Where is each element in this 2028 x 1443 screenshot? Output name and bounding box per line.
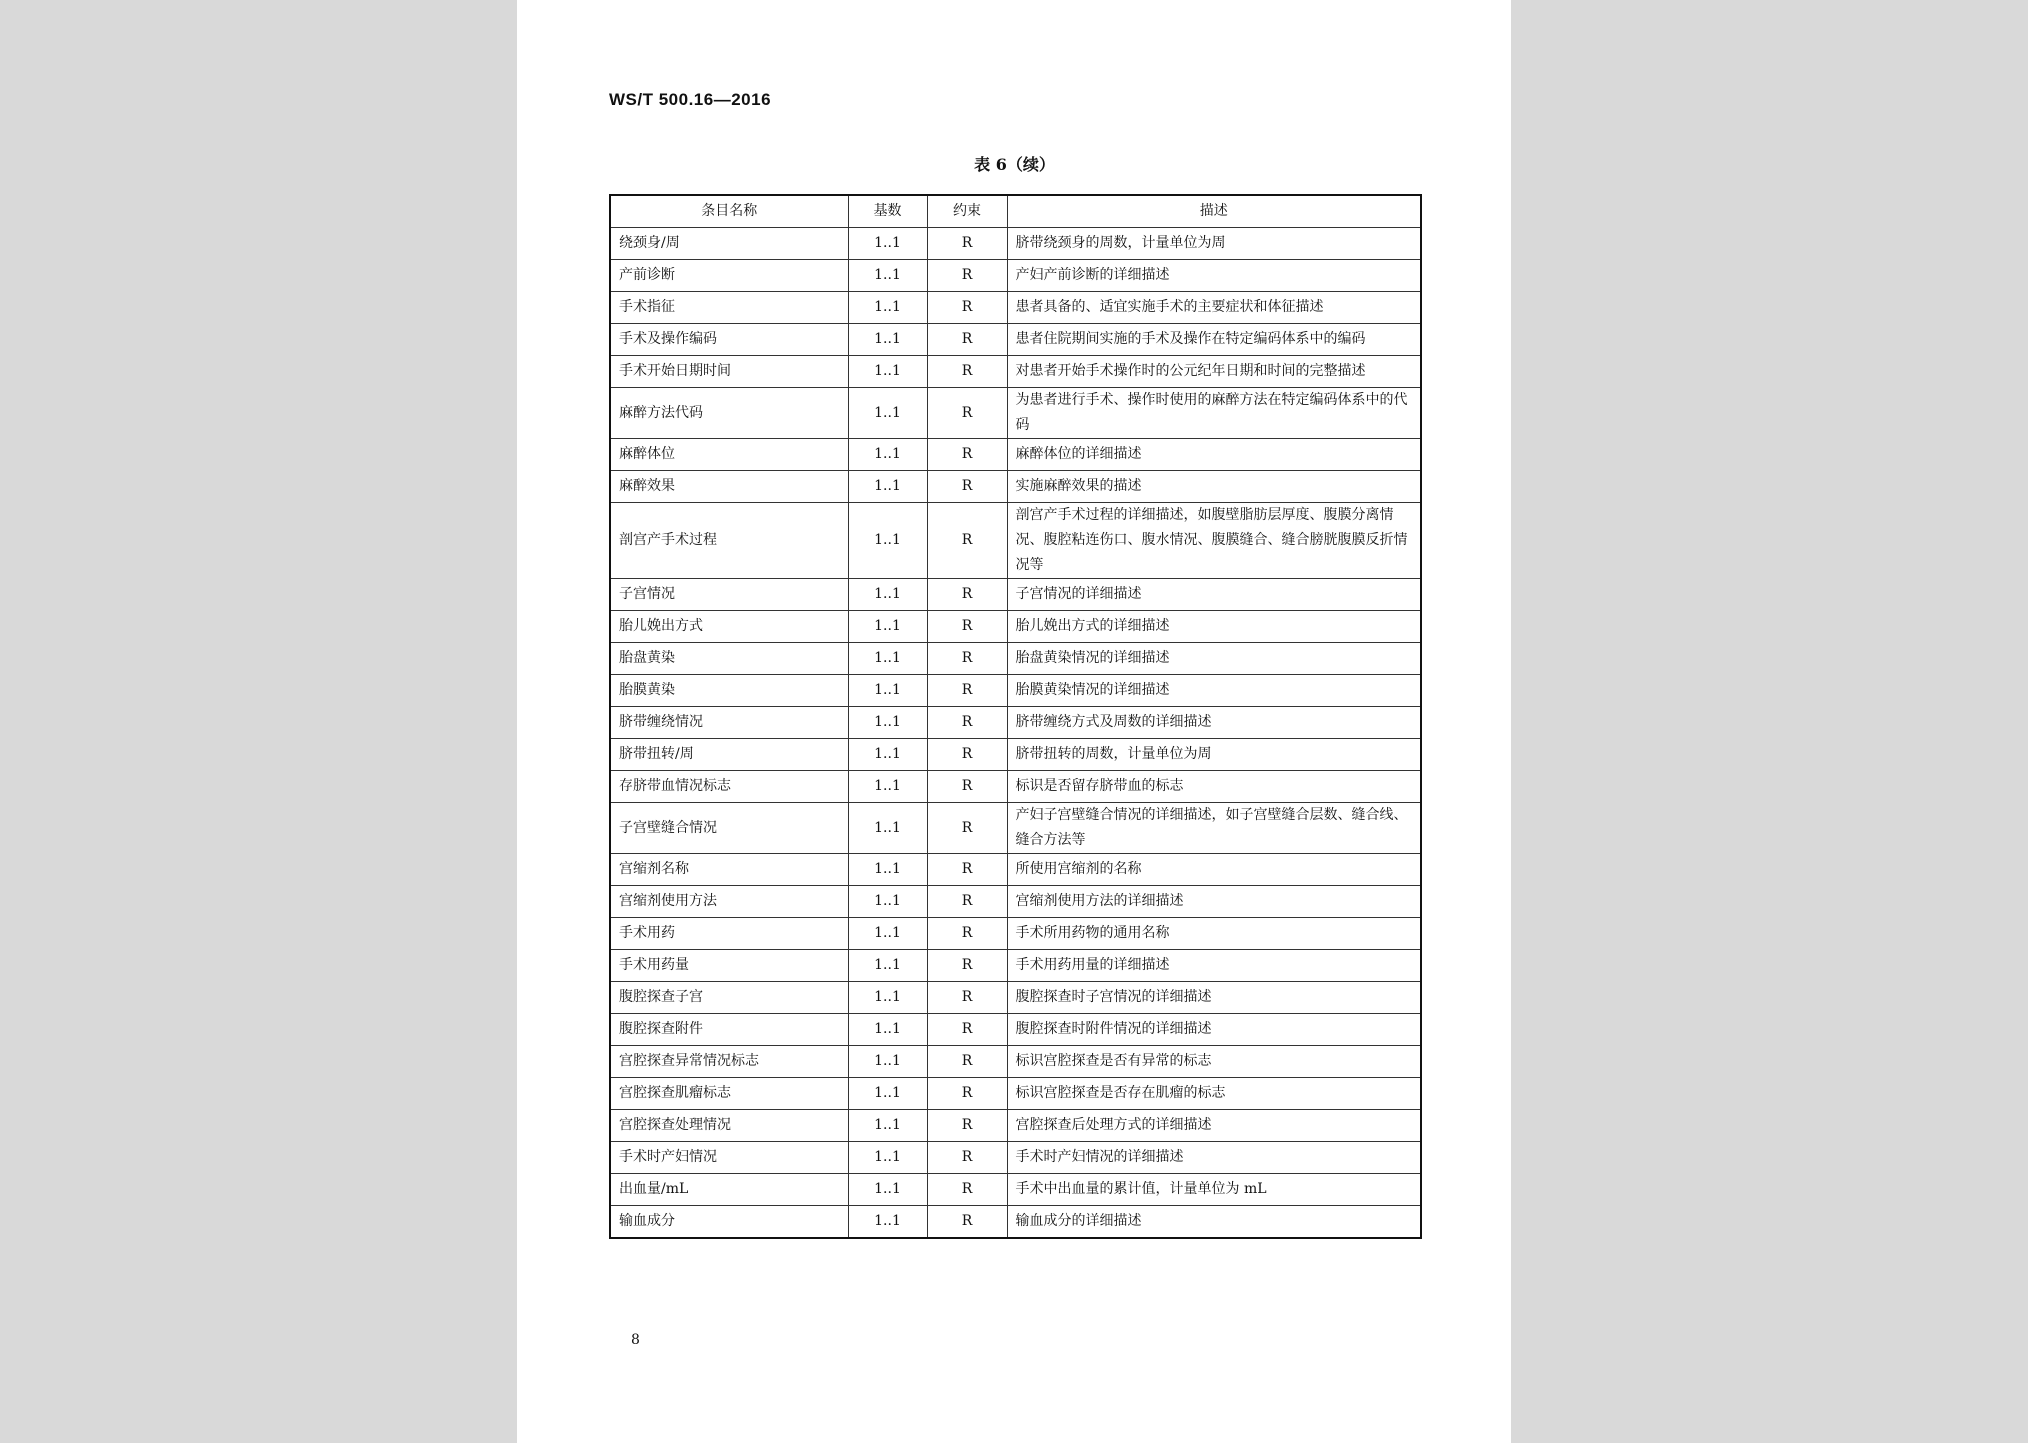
cell-cardinality: 1..1 (848, 675, 927, 707)
cell-description: 输血成分的详细描述 (1007, 1206, 1421, 1239)
cell-description: 对患者开始手术操作时的公元纪年日期和时间的完整描述 (1007, 356, 1421, 388)
cell-name: 胎儿娩出方式 (610, 611, 848, 643)
cell-description: 手术用药用量的详细描述 (1007, 950, 1421, 982)
cell-cardinality: 1..1 (848, 950, 927, 982)
document-page (517, 0, 1511, 1443)
cell-name: 宫腔探查处理情况 (610, 1110, 848, 1142)
cell-name: 出血量/mL (610, 1174, 848, 1206)
cell-cardinality: 1..1 (848, 260, 927, 292)
table-row (610, 1110, 1421, 1142)
cell-constraint: R (927, 1046, 1007, 1078)
cell-cardinality: 1..1 (848, 388, 927, 439)
column-header-cardinality: 基数 (848, 195, 927, 228)
cell-name: 宫腔探查异常情况标志 (610, 1046, 848, 1078)
cell-cardinality: 1..1 (848, 886, 927, 918)
cell-name: 子宫壁缝合情况 (610, 803, 848, 854)
table-row (610, 324, 1421, 356)
cell-description: 腹腔探查时子宫情况的详细描述 (1007, 982, 1421, 1014)
column-header-constraint: 约束 (927, 195, 1007, 228)
table-row (610, 292, 1421, 324)
table-row (610, 707, 1421, 739)
table-row (610, 579, 1421, 611)
cell-cardinality: 1..1 (848, 579, 927, 611)
page-number: 8 (631, 1332, 640, 1348)
cell-name: 输血成分 (610, 1206, 848, 1239)
cell-name: 手术时产妇情况 (610, 1142, 848, 1174)
cell-constraint: R (927, 854, 1007, 886)
cell-cardinality: 1..1 (848, 643, 927, 675)
cell-constraint: R (927, 292, 1007, 324)
table-caption: 表 6（续） (974, 155, 1055, 174)
cell-description: 胎儿娩出方式的详细描述 (1007, 611, 1421, 643)
table-row (610, 1046, 1421, 1078)
cell-name: 手术指征 (610, 292, 848, 324)
cell-description: 产妇产前诊断的详细描述 (1007, 260, 1421, 292)
table-row (610, 356, 1421, 388)
cell-description: 宫腔探查后处理方式的详细描述 (1007, 1110, 1421, 1142)
column-header-name: 条目名称 (610, 195, 848, 228)
cell-constraint: R (927, 886, 1007, 918)
cell-description: 腹腔探查时附件情况的详细描述 (1007, 1014, 1421, 1046)
cell-description: 剖宫产手术过程的详细描述，如腹壁脂肪层厚度、腹膜分离情况、腹腔粘连伤口、腹水情况、腹膜缝合、缝合膀胱腹膜反折情况等 (1007, 503, 1421, 579)
cell-name: 剖宫产手术过程 (610, 503, 848, 579)
cell-constraint: R (927, 611, 1007, 643)
table-row (610, 886, 1421, 918)
cell-cardinality: 1..1 (848, 1078, 927, 1110)
table-row (610, 739, 1421, 771)
cell-name: 腹腔探查子宫 (610, 982, 848, 1014)
cell-cardinality: 1..1 (848, 1174, 927, 1206)
table-row (610, 771, 1421, 803)
cell-cardinality: 1..1 (848, 324, 927, 356)
cell-cardinality: 1..1 (848, 1142, 927, 1174)
cell-constraint: R (927, 1014, 1007, 1046)
cell-description: 标识宫腔探查是否有异常的标志 (1007, 1046, 1421, 1078)
cell-name: 麻醉体位 (610, 439, 848, 471)
cell-name: 手术用药 (610, 918, 848, 950)
cell-description: 宫缩剂使用方法的详细描述 (1007, 886, 1421, 918)
cell-constraint: R (927, 1206, 1007, 1239)
cell-description: 胎盘黄染情况的详细描述 (1007, 643, 1421, 675)
cell-constraint: R (927, 579, 1007, 611)
table-row (610, 228, 1421, 260)
cell-name: 胎盘黄染 (610, 643, 848, 675)
table-row (610, 1206, 1421, 1239)
table-row (610, 471, 1421, 503)
cell-description: 麻醉体位的详细描述 (1007, 439, 1421, 471)
cell-description: 所使用宫缩剂的名称 (1007, 854, 1421, 886)
cell-constraint: R (927, 1174, 1007, 1206)
table-header-row (610, 195, 1421, 228)
cell-constraint: R (927, 1110, 1007, 1142)
column-header-description: 描述 (1007, 195, 1421, 228)
table-row (610, 918, 1421, 950)
cell-cardinality: 1..1 (848, 292, 927, 324)
document-code: WS/T 500.16—2016 (609, 90, 772, 109)
table-row (610, 611, 1421, 643)
cell-cardinality: 1..1 (848, 739, 927, 771)
cell-cardinality: 1..1 (848, 854, 927, 886)
cell-cardinality: 1..1 (848, 471, 927, 503)
cell-description: 标识是否留存脐带血的标志 (1007, 771, 1421, 803)
cell-description: 手术时产妇情况的详细描述 (1007, 1142, 1421, 1174)
cell-constraint: R (927, 324, 1007, 356)
cell-name: 腹腔探查附件 (610, 1014, 848, 1046)
cell-name: 胎膜黄染 (610, 675, 848, 707)
cell-description: 脐带缠绕方式及周数的详细描述 (1007, 707, 1421, 739)
cell-name: 绕颈身/周 (610, 228, 848, 260)
cell-name: 麻醉方法代码 (610, 388, 848, 439)
cell-cardinality: 1..1 (848, 1046, 927, 1078)
table-row (610, 675, 1421, 707)
cell-description: 胎膜黄染情况的详细描述 (1007, 675, 1421, 707)
cell-cardinality: 1..1 (848, 1014, 927, 1046)
cell-name: 存脐带血情况标志 (610, 771, 848, 803)
table-row (610, 854, 1421, 886)
cell-name: 产前诊断 (610, 260, 848, 292)
cell-constraint: R (927, 739, 1007, 771)
cell-name: 脐带扭转/周 (610, 739, 848, 771)
cell-description: 手术所用药物的通用名称 (1007, 918, 1421, 950)
table-row (610, 803, 1421, 854)
cell-name: 宫缩剂名称 (610, 854, 848, 886)
cell-description: 实施麻醉效果的描述 (1007, 471, 1421, 503)
cell-constraint: R (927, 503, 1007, 579)
cell-constraint: R (927, 388, 1007, 439)
cell-constraint: R (927, 771, 1007, 803)
cell-cardinality: 1..1 (848, 503, 927, 579)
cell-constraint: R (927, 643, 1007, 675)
data-element-table (609, 194, 1422, 1239)
cell-cardinality: 1..1 (848, 356, 927, 388)
data-table-container (609, 194, 1420, 1239)
cell-constraint: R (927, 918, 1007, 950)
cell-name: 宫腔探查肌瘤标志 (610, 1078, 848, 1110)
table-row (610, 1142, 1421, 1174)
cell-name: 手术及操作编码 (610, 324, 848, 356)
cell-description: 产妇子宫壁缝合情况的详细描述，如子宫壁缝合层数、缝合线、缝合方法等 (1007, 803, 1421, 854)
cell-constraint: R (927, 356, 1007, 388)
cell-cardinality: 1..1 (848, 771, 927, 803)
cell-description: 脐带扭转的周数，计量单位为周 (1007, 739, 1421, 771)
table-row (610, 1174, 1421, 1206)
cell-constraint: R (927, 950, 1007, 982)
cell-cardinality: 1..1 (848, 439, 927, 471)
cell-cardinality: 1..1 (848, 707, 927, 739)
cell-cardinality: 1..1 (848, 1110, 927, 1142)
cell-constraint: R (927, 1142, 1007, 1174)
cell-description: 手术中出血量的累计值，计量单位为 mL (1007, 1174, 1421, 1206)
table-row (610, 439, 1421, 471)
cell-name: 麻醉效果 (610, 471, 848, 503)
cell-constraint: R (927, 471, 1007, 503)
cell-constraint: R (927, 1078, 1007, 1110)
cell-constraint: R (927, 982, 1007, 1014)
cell-constraint: R (927, 260, 1007, 292)
table-row (610, 388, 1421, 439)
table-row (610, 982, 1421, 1014)
cell-cardinality: 1..1 (848, 803, 927, 854)
table-row (610, 260, 1421, 292)
cell-name: 手术用药量 (610, 950, 848, 982)
cell-cardinality: 1..1 (848, 982, 927, 1014)
table-row (610, 950, 1421, 982)
cell-name: 宫缩剂使用方法 (610, 886, 848, 918)
cell-cardinality: 1..1 (848, 228, 927, 260)
cell-constraint: R (927, 707, 1007, 739)
cell-name: 脐带缠绕情况 (610, 707, 848, 739)
table-body (610, 228, 1421, 1239)
cell-name: 子宫情况 (610, 579, 848, 611)
table-row (610, 1014, 1421, 1046)
cell-cardinality: 1..1 (848, 1206, 927, 1239)
cell-description: 标识宫腔探查是否存在肌瘤的标志 (1007, 1078, 1421, 1110)
cell-cardinality: 1..1 (848, 918, 927, 950)
table-row (610, 503, 1421, 579)
cell-constraint: R (927, 228, 1007, 260)
cell-name: 手术开始日期时间 (610, 356, 848, 388)
table-row (610, 643, 1421, 675)
cell-cardinality: 1..1 (848, 611, 927, 643)
cell-description: 脐带绕颈身的周数，计量单位为周 (1007, 228, 1421, 260)
cell-description: 子宫情况的详细描述 (1007, 579, 1421, 611)
cell-description: 患者住院期间实施的手术及操作在特定编码体系中的编码 (1007, 324, 1421, 356)
cell-description: 患者具备的、适宜实施手术的主要症状和体征描述 (1007, 292, 1421, 324)
table-row (610, 1078, 1421, 1110)
cell-constraint: R (927, 803, 1007, 854)
cell-constraint: R (927, 439, 1007, 471)
cell-description: 为患者进行手术、操作时使用的麻醉方法在特定编码体系中的代码 (1007, 388, 1421, 439)
cell-constraint: R (927, 675, 1007, 707)
